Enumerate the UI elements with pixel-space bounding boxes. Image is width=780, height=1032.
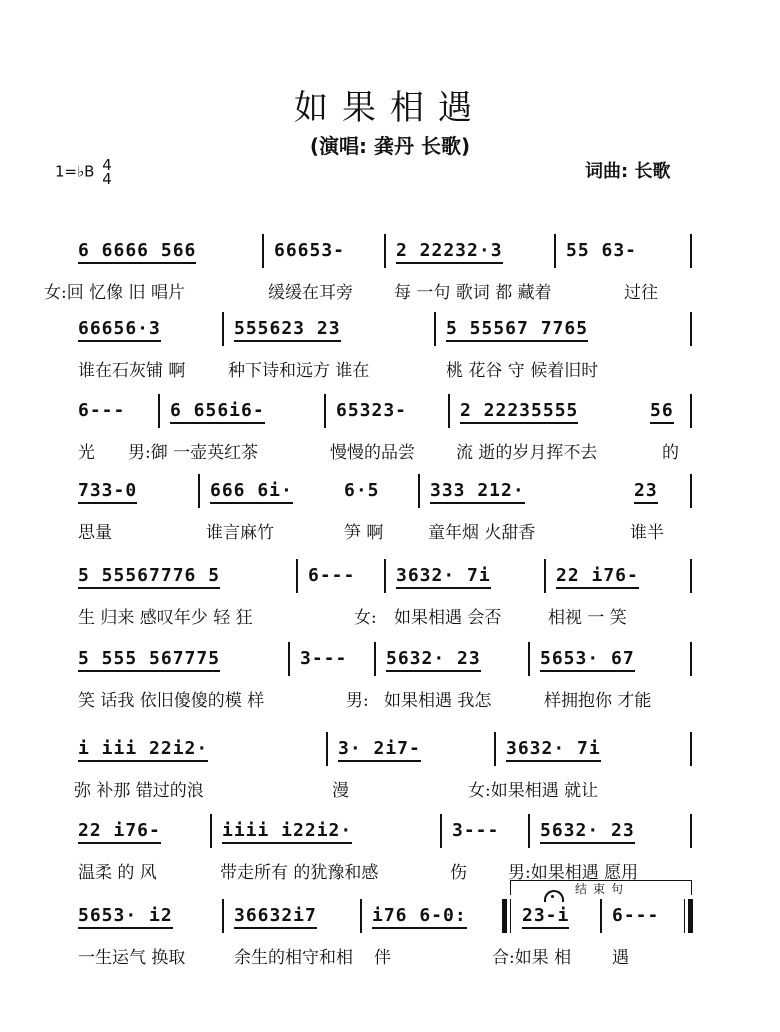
lyric-text: 桃 花谷 守 候着旧时 — [446, 361, 599, 381]
bar-notes: 333 212· — [430, 480, 525, 504]
lyric-text: 生 归来 感叹年少 轻 狂 — [78, 608, 253, 628]
bar-line — [690, 474, 692, 508]
bar-line — [418, 474, 420, 508]
bar-notes: 66656·3 — [78, 318, 161, 342]
notation-row — [78, 648, 702, 678]
notation-row — [78, 820, 702, 850]
lyric-text: 漫 — [332, 781, 349, 801]
notation-row — [78, 480, 702, 510]
singers-line: (演唱: 龚丹 长歌) — [309, 134, 471, 158]
bar-notes: 5632· 23 — [540, 820, 635, 844]
lyrics-row — [78, 356, 702, 380]
bar-notes: 3632· 7i — [396, 565, 491, 589]
bar-line — [510, 899, 511, 933]
lyric-text: 思量 — [78, 523, 112, 543]
lyric-text: 种下诗和远方 谁在 — [228, 361, 370, 381]
bar-line — [158, 394, 160, 428]
bar-line — [528, 642, 530, 676]
key-label: 1=♭B — [55, 162, 95, 181]
lyric-text: 每 一句 歌词 都 藏着 — [394, 283, 552, 303]
bar-notes: 5632· 23 — [386, 648, 481, 672]
lyric-text: 一生运气 换取 — [78, 948, 186, 968]
lyric-text: 过往 — [624, 283, 658, 303]
score-line-6 — [0, 648, 780, 718]
bar-notes: 555623 23 — [234, 318, 341, 342]
lyric-text: 男: — [346, 691, 369, 711]
bar-line — [222, 312, 224, 346]
lyric-text: 流 逝的岁月挥不去 — [456, 443, 598, 463]
bar-notes: 3632· 7i — [506, 738, 601, 762]
lyric-text: 弥 补那 错过的浪 — [74, 781, 204, 801]
lyric-text: 童年烟 火甜香 — [428, 523, 536, 543]
bar-notes: 3· 2i7- — [338, 738, 421, 762]
bar-line — [440, 814, 442, 848]
bar-line — [360, 899, 362, 933]
bar-line — [600, 899, 602, 933]
lyric-text: 谁半 — [630, 523, 664, 543]
bar-line — [324, 394, 326, 428]
bar-notes: 66653- — [274, 240, 346, 261]
lyric-text: 女: — [354, 608, 377, 628]
bar-line — [690, 732, 692, 766]
bar-line — [690, 234, 692, 268]
repeat-bar-line — [502, 899, 507, 933]
lyric-text: 笋 啊 — [344, 523, 384, 543]
bar-line — [690, 312, 692, 346]
score-line-9 — [0, 905, 780, 975]
score-line-2 — [0, 318, 780, 388]
bar-line — [690, 642, 692, 676]
bar-line — [262, 234, 264, 268]
bar-line — [434, 312, 436, 346]
lyrics-row — [78, 518, 702, 542]
bar-line — [448, 394, 450, 428]
lyric-text: 谁言麻竹 — [206, 523, 274, 543]
time-signature — [102, 158, 112, 186]
score-line-1 — [0, 240, 780, 310]
lyric-text: 笑 话我 依旧傻傻的模 样 — [78, 691, 265, 711]
lyric-text: 如果相遇 会否 — [394, 608, 502, 628]
notation-row — [78, 565, 702, 595]
bar-notes: 5 555 567775 — [78, 648, 220, 672]
bar-line — [690, 394, 692, 428]
lyric-text: 如果相遇 我怎 — [384, 691, 492, 711]
notation-row — [78, 400, 702, 430]
bar-line — [384, 559, 386, 593]
bar-notes: 6--- — [308, 565, 356, 586]
lyric-text: 女:回 忆像 旧 唱片 — [44, 283, 185, 303]
score-line-4 — [0, 480, 780, 550]
bar-line — [210, 814, 212, 848]
lyric-text: 男:如果相遇 愿用 — [508, 863, 639, 883]
bar-notes: 56 — [650, 400, 674, 424]
song-title: 如果相遇 — [294, 88, 486, 128]
lyric-text: 谁在石灰铺 啊 — [78, 361, 186, 381]
lyrics-row — [74, 776, 702, 801]
lyric-text: 男:御 一壶英红茶 — [128, 443, 259, 463]
bar-line — [198, 474, 200, 508]
lyric-text: 伤 — [450, 863, 467, 883]
bar-line — [684, 899, 685, 933]
lyric-text: 带走所有 的犹豫和感 — [220, 863, 379, 883]
notation-row — [78, 318, 702, 348]
bar-notes: 6·5 — [344, 480, 380, 501]
score-line-7 — [0, 738, 780, 808]
lyric-text: 合:如果 相 — [492, 948, 572, 968]
bar-line — [494, 732, 496, 766]
score-line-5 — [0, 565, 780, 635]
bar-notes: 5653· i2 — [78, 905, 173, 929]
lyrics-row — [78, 858, 702, 882]
lyric-text: 的 — [662, 443, 679, 463]
bar-notes: 55 63- — [566, 240, 638, 261]
bar-line — [384, 234, 386, 268]
meter-bottom: 4 — [102, 170, 112, 188]
notation-row — [78, 738, 702, 768]
bar-notes: 666 6i· — [210, 480, 293, 504]
bar-notes: 6 6666 566 — [78, 240, 196, 264]
bar-notes: 2 22235555 — [460, 400, 578, 424]
bar-notes: 6--- — [78, 400, 126, 421]
bar-notes: 6--- — [612, 905, 660, 926]
bar-notes: 23-i — [522, 905, 569, 929]
lyric-text: 光 — [78, 443, 95, 463]
bar-notes: 3--- — [452, 820, 500, 841]
bar-line — [326, 732, 328, 766]
lyric-text: 慢慢的品尝 — [330, 443, 415, 463]
bar-notes: 6 656i6- — [170, 400, 265, 424]
ending-label: 结束句 — [575, 882, 630, 896]
bar-notes: i iii 22i2· — [78, 738, 208, 762]
lyrics-music-credit: 词曲: 长歌 — [585, 161, 671, 182]
bar-line — [528, 814, 530, 848]
bar-line — [374, 642, 376, 676]
bar-notes: 3--- — [300, 648, 348, 669]
ending-bracket — [510, 880, 692, 895]
bar-line — [690, 559, 692, 593]
bar-line — [222, 899, 224, 933]
score-line-3 — [0, 400, 780, 470]
bar-notes: 22 i76- — [78, 820, 161, 844]
lyric-text: 余生的相守和相 — [234, 948, 353, 968]
lyric-text: 女:如果相遇 就让 — [468, 781, 599, 801]
bar-notes: 2 22232·3 — [396, 240, 503, 264]
bar-notes: 5 55567776 5 — [78, 565, 220, 589]
lyric-text: 样拥抱你 才能 — [544, 691, 652, 711]
lyric-text: 伴 — [374, 948, 391, 968]
bar-notes: 733-0 — [78, 480, 137, 504]
bar-line — [288, 642, 290, 676]
lyrics-row — [78, 686, 702, 710]
lyric-text: 缓缓在耳旁 — [268, 283, 353, 303]
lyric-text: 遇 — [612, 948, 629, 968]
lyric-text: 温柔 的 风 — [78, 863, 157, 883]
bar-line — [544, 559, 546, 593]
lyric-text: 相视 一 笑 — [548, 608, 627, 628]
bar-notes: 5 55567 7765 — [446, 318, 588, 342]
final-bar-line — [688, 899, 693, 933]
lyrics-row — [44, 278, 702, 302]
bar-notes: iiii i22i2· — [222, 820, 352, 844]
meter-top: 4 — [102, 156, 112, 174]
bar-line — [554, 234, 556, 268]
bar-notes: 36632i7 — [234, 905, 317, 929]
lyrics-row — [78, 943, 702, 967]
bar-notes: i76 6-0: — [372, 905, 467, 929]
bar-line — [690, 814, 692, 848]
notation-row — [78, 240, 702, 270]
notation-row — [78, 905, 702, 935]
bar-notes: 5653· 67 — [540, 648, 635, 672]
bar-line — [296, 559, 298, 593]
lyrics-row — [78, 438, 702, 462]
bar-notes: 65323- — [336, 400, 408, 421]
bar-notes: 23 — [634, 480, 658, 504]
lyrics-row — [78, 603, 702, 627]
key-signature — [55, 158, 112, 186]
bar-notes: 22 i76- — [556, 565, 639, 589]
